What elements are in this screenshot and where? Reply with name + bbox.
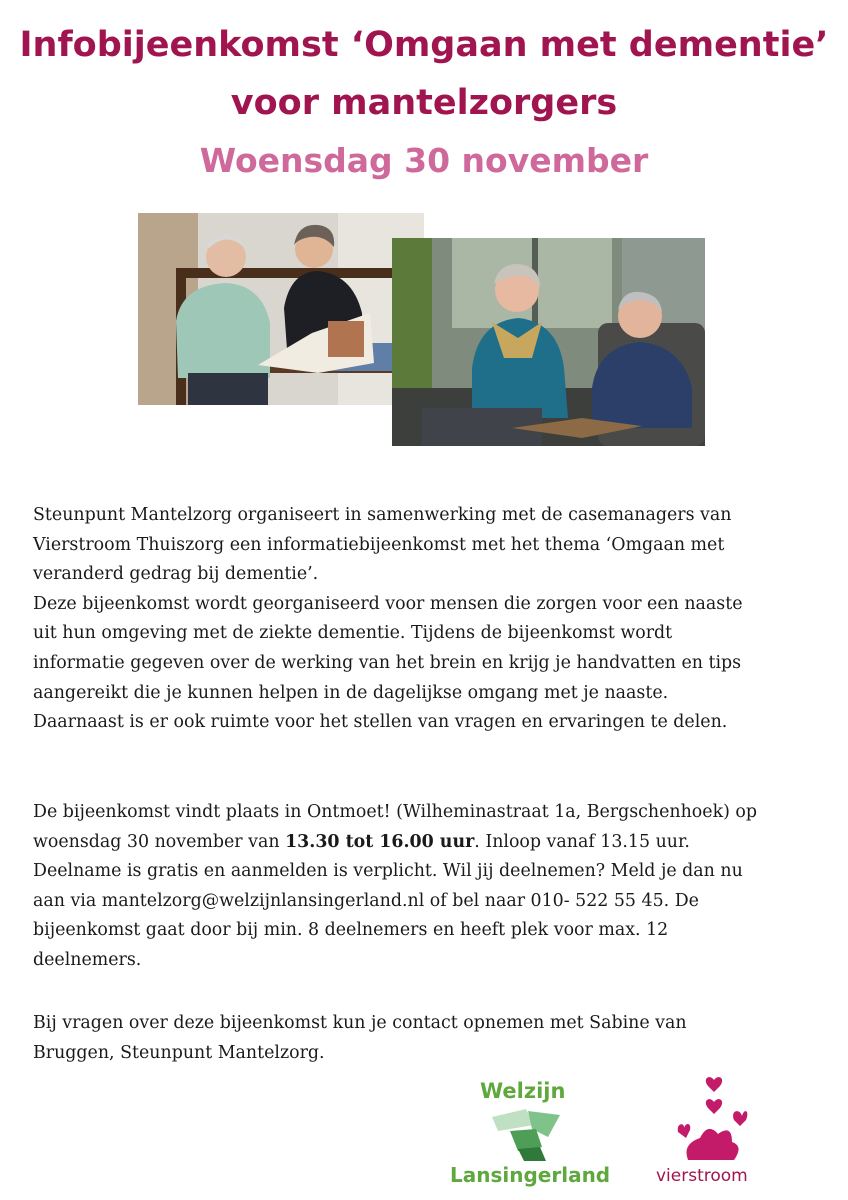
- text-line: [33, 828, 823, 858]
- logo-text-vierstroom: vierstroom: [656, 1166, 748, 1186]
- page-title-line2: voor mantelzorgers: [230, 83, 618, 123]
- text-line: aan via mantelzorg@welzijnlansingerland.nl of bel naar 010- 522 55 45. De: [33, 890, 699, 911]
- text-fragment: . Inloop vanaf 13.15 uur.: [474, 831, 690, 852]
- photo-laughing-couple: [392, 238, 705, 446]
- text-line: veranderd gedrag bij dementie’.: [33, 564, 319, 585]
- text-line: Bij vragen over deze bijeenkomst kun je contact opnemen met Sabine van: [33, 1013, 687, 1033]
- event-date: Woensdag 30 november: [199, 141, 649, 180]
- logo-text-welzijn: Welzijn: [480, 1079, 566, 1103]
- welzijn-mark-icon: [488, 1107, 568, 1163]
- intro-paragraph: [33, 501, 823, 738]
- logo-text-lansingerland: Lansingerland: [450, 1163, 611, 1187]
- text-line: De bijeenkomst vindt plaats in Ontmoet! (Wilheminastraat 1a, Bergschenhoek) op: [33, 802, 758, 822]
- page-title: Infobijeenkomst ‘Omgaan met dementie’: [19, 25, 829, 65]
- text-fragment: woensdag 30 november van: [33, 831, 286, 852]
- text-line: uit hun omgeving met de ziekte dementie. Tijdens de bijeenkomst wordt: [33, 623, 673, 644]
- text-line: deelnemers.: [33, 949, 142, 970]
- welzijn-lansingerland-logo: [450, 1075, 610, 1190]
- photo-reading-together: [138, 213, 424, 405]
- location-paragraph: [33, 798, 823, 857]
- event-time: 13.30 tot 16.00 uur: [285, 831, 475, 852]
- registration-paragraph: [33, 857, 823, 975]
- text-line: aangereikt die je kunnen helpen in de dagelijkse omgang met je naaste.: [33, 682, 669, 703]
- text-line: Deze bijeenkomst wordt georganiseerd voor mensen die zorgen voor een naaste: [33, 593, 743, 614]
- text-line: Daarnaast is er ook ruimte voor het stellen van vragen en ervaringen te delen.: [33, 712, 728, 733]
- text-line: Deelname is gratis en aanmelden is verplicht. Wil jij deelnemen? Meld je dan nu: [33, 861, 743, 881]
- text-line: Bruggen, Steunpunt Mantelzorg.: [33, 1042, 325, 1063]
- vierstroom-hearts-icon: [670, 1072, 760, 1164]
- text-line: bijeenkomst gaat door bij min. 8 deelnemers en heeft plek voor max. 12: [33, 920, 669, 941]
- text-line: Steunpunt Mantelzorg organiseert in samenwerking met de casemanagers van: [33, 505, 732, 525]
- vierstroom-logo: [650, 1072, 765, 1190]
- text-line: Vierstroom Thuiszorg een informatiebijeenkomst met het thema ‘Omgaan met: [33, 534, 725, 555]
- text-line: informatie gegeven over de werking van het brein en krijg je handvatten en tips: [33, 652, 742, 673]
- contact-paragraph: [33, 1009, 823, 1068]
